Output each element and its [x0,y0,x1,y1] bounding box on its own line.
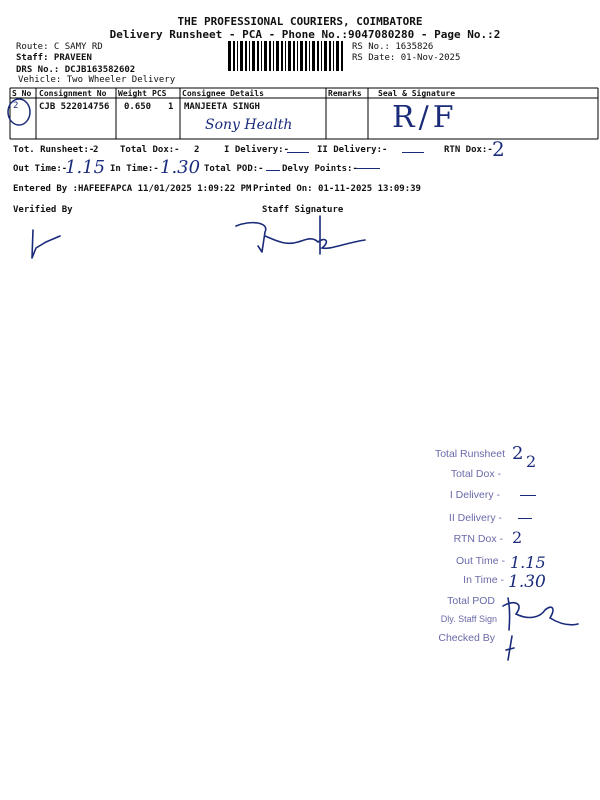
drs-number: DRS No.: DCJB163582602 [16,65,136,75]
staff-signature [236,216,365,254]
stamp-out-time: Out Time - [455,555,505,567]
col-header-remarks: Remarks [328,89,362,98]
verified-by-label: Verified By [13,205,73,215]
stamp-i-delivery: I Delivery - [449,489,500,501]
rs-date: RS Date: 01-Nov-2025 [352,53,461,63]
verified-signature [32,230,60,258]
total-dox-label: Total Dox:- [120,145,180,155]
in-time-hand: 1.30 [160,157,201,178]
handwritten-note: Sony Health [205,117,293,133]
stamp-hand-runsheet: 2 [512,443,524,464]
printed-on: Printed On: 01-11-2025 13:09:39 [253,184,421,194]
table-row-weight: 0.650 [124,102,152,112]
stamp-checked-by: Checked By [438,632,495,644]
stamp-hand-in: 1.30 [508,572,546,592]
rtn-dox-label: RTN Dox:- [444,145,493,155]
stamp-rtn-dox: RTN Dox - [453,533,503,545]
col-header-weight: Weight [118,89,147,98]
table-row-sno: 2 [13,101,19,111]
col-header-consignment: Consignment No [39,89,107,98]
col-header-sno: S No [12,89,32,98]
stamp-total-pod: Total POD [447,595,495,607]
tot-runsheet-value: 2 [93,145,99,155]
in-time-label: In Time:- [110,164,159,174]
stamp-i-delivery-dash [520,495,536,496]
vehicle-text: Vehicle: Two Wheeler Delivery [18,75,176,85]
stamp-signature [503,598,578,630]
out-time-label: Out Time:- [13,164,68,174]
route-text: Route: C SAMY RD [16,42,103,52]
stamp-hand-dox: 2 [526,452,537,471]
col-header-consignee: Consignee Details [182,89,264,98]
table-row-consignee: MANJEETA SINGH [184,102,260,112]
stamp-in-time: In Time - [463,574,504,586]
total-pod-label: Total POD:- [204,164,264,174]
stamp-ii-delivery: II Delivery - [448,512,502,524]
delvy-points-label: Delvy Points:- [282,164,358,174]
rtn-dox-hand: 2 [492,137,505,161]
company-title: THE PROFESSIONAL COURIERS, COIMBATORE [177,15,423,28]
stamp-total-dox: Total Dox - [450,468,501,480]
stamp-hand-rtn: 2 [512,528,523,547]
runsheet-subtitle: Delivery Runsheet - PCA - Phone No.:9047080280 - Page No.:2 [109,28,501,41]
rs-number: RS No.: 1635826 [352,42,434,52]
seal-signature: R/F [392,100,458,135]
ii-delivery-label: II Delivery:- [317,145,388,155]
stamp-ii-delivery-dash [518,518,532,519]
entered-by: Entered By :HAFEEFAPCA 11/01/2025 1:09:22 PM [13,184,252,194]
col-header-seal: Seal & Signature [378,89,456,98]
total-dox-value: 2 [194,145,200,155]
stamp-hand-out: 1.15 [510,553,546,572]
table-row-pcs: 1 [168,102,174,112]
stamp-dly-staff-sign: Dly. Staff Sign [440,614,497,624]
checked-by-mark [506,636,514,660]
out-time-hand: 1.15 [65,157,106,178]
staff-text: Staff: PRAVEEN [16,53,92,63]
table-row-consignment: CJB 522014756 [39,102,110,112]
col-header-pcs: PCS [152,89,167,98]
stamp-total-runsheet: Total Runsheet [434,448,505,460]
i-delivery-label: I Delivery:- [224,145,290,155]
staff-signature-label: Staff Signature [262,205,344,215]
tot-runsheet-label: Tot. Runsheet:- [13,145,95,155]
